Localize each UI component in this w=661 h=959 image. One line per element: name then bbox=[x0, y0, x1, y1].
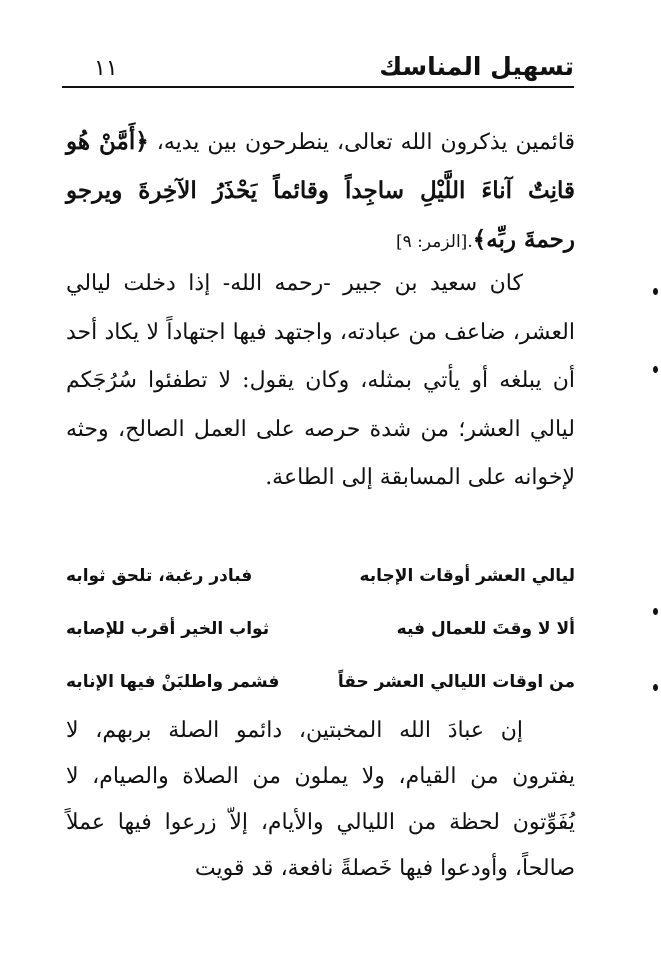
poem-hemistich-first: ليالي العشر أوقات الإجابه bbox=[359, 566, 575, 586]
paragraph-2: كان سعيد بن جبير -رحمه الله- إذا دخلت ليالي العشر، ضاعف من عبادته، واجتهد فيها اجتهاداً لا يكاد أحد أن يبلغه أو يأتي بمثله، وكان يقول: لا تطفئوا سُرُجَكم ليالي العشر؛ من شدة حرصه على العمل الصالح، وحثه لإخوانه على المسابقة إلى الطاعة. bbox=[66, 271, 575, 490]
poem-hemistich-second: فشمر واطلبَنْ فيها الإنابه bbox=[66, 672, 280, 692]
poem bbox=[66, 560, 575, 719]
poem-hemistich-first: من اوقات الليالي العشر حقاً bbox=[337, 672, 575, 692]
page-header bbox=[62, 50, 574, 90]
margin-dot bbox=[653, 288, 658, 295]
poem-hemistich-first: ألا لا وقتَ للعمال فيه bbox=[396, 619, 575, 639]
header-rule bbox=[62, 86, 574, 88]
paragraph-1-text: قائمين يذكرون الله تعالى، ينطرحون بين يديه، bbox=[148, 130, 576, 155]
running-title: تسهيل المناسك bbox=[379, 52, 574, 81]
paragraph-1 bbox=[66, 118, 575, 266]
margin-dot bbox=[653, 366, 658, 373]
margin-dot bbox=[653, 608, 658, 615]
quran-verse: ﴿أَمَّنْ هُو قانِتٌ آناءَ اللَّيْلِ ساجِداً وقائماً يَحْذَرُ الآخِرةَ ويرجو رحمةَ ربِّه﴾ bbox=[66, 128, 575, 253]
poem-hemistich-second: فبادر رغبة، تلحق ثوابه bbox=[66, 566, 253, 586]
poem-verse bbox=[66, 613, 575, 666]
poem-verse bbox=[66, 560, 575, 613]
margin-dot bbox=[653, 684, 658, 691]
verse-reference: .[الزمر: ٩] bbox=[396, 232, 473, 252]
page-number: ١١ bbox=[94, 56, 118, 81]
poem-hemistich-second: ثواب الخير أقرب للإصابه bbox=[66, 619, 270, 639]
paragraph-3: إن عبادَ الله المخبتين، دائمو الصلة بربهم، لا يفترون من القيام، ولا يملون من الصلاة والصيام، لا يُفَوِّتون لحظة من الليالي والأيام، إلاّ زرعوا فيها عملاً صالحاً، وأودعوا فيها خَصلةً نافعة، قد قويت bbox=[66, 718, 575, 881]
